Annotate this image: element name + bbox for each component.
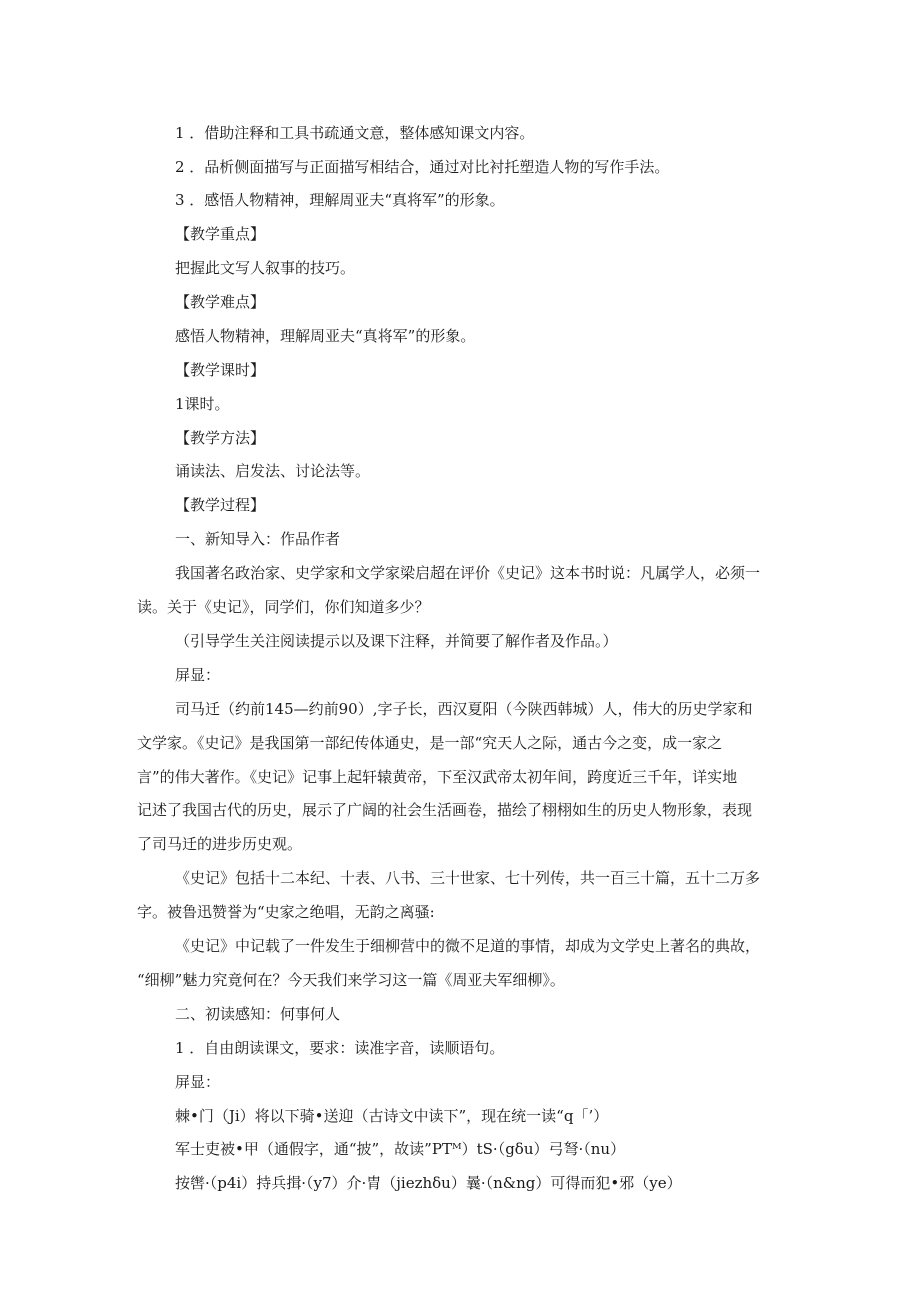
objective-1: 1 ．借助注释和工具书疏通文意，整体感知课文内容。 (175, 124, 535, 142)
shiji-paragraph-line-1: 《史记》包括十二本纪、十表、八书、三十世家、七十列传，共一百三十篇，五十二万多 (175, 869, 761, 887)
author-paragraph-line-3: 言”的伟大著作。《史记》记事上起轩辕黄帝，下至汉武帝太初年间，跨度近三千年，详实地 (137, 768, 738, 786)
author-paragraph-line-1: 司马迁（约前145—约前90）,字子长，西汉夏阳（今陕西韩城）人，伟大的历史学家和 (175, 700, 753, 718)
heading-class-hours: 【教学课时】 (175, 361, 266, 379)
class-hours-text: 1课时。 (175, 395, 230, 413)
screen-display-label-2: 屏显： (175, 1073, 221, 1091)
pronunciation-line-3: 按辔·（p4i）持兵揖·（y7）介·胄（jiezhδu）曩·（n&ng）可得而犯•邪（ye） (175, 1174, 682, 1192)
screen-display-label-1: 屏显： (175, 666, 221, 684)
heading-key-points: 【教学重点】 (175, 225, 266, 243)
intro-paragraph-line-1: 我国著名政治家、史学家和文学家梁启超在评价《史记》这本书时说：凡属学人，必须一 (175, 564, 761, 582)
author-paragraph-line-5: 了司马迁的进步历史观。 (137, 835, 303, 853)
pronunciation-line-2: 军士吏被•甲（通假字，通“披”，故读”PTᴹ）tS·（gδu）弓弩·（nu） (175, 1140, 626, 1158)
shiji-paragraph-line-2: 字。被鲁迅赞誉为“史家之绝唱，无韵之离骚: (137, 903, 435, 921)
heading-methods: 【教学方法】 (175, 429, 266, 447)
key-points-text: 把握此文写人叙事的技巧。 (175, 259, 356, 277)
objective-2: 2 ．品析侧面描写与正面描写相结合，通过对比衬托塑造人物的写作手法。 (175, 158, 670, 176)
intro-paragraph-line-2: 读。关于《史记》，同学们，你们知道多少？ (137, 598, 430, 616)
guide-note: （引导学生关注阅读提示以及课下注释，并简要了解作者及作品。） (175, 632, 618, 650)
xiliu-paragraph-line-2: “细柳”魅力究竟何在？今天我们来学习这一篇《周亚夫军细柳》。 (137, 971, 565, 989)
difficulties-text: 感悟人物精神，理解周亚夫“真将军”的形象。 (175, 327, 476, 345)
author-paragraph-line-2: 文学家。《史记》是我国第一部纪传体通史，是一部“究天人之际，通古今之变，成一家之 (137, 734, 723, 752)
section-1-title: 一、新知导入：作品作者 (175, 530, 341, 548)
xiliu-paragraph-line-1: 《史记》中记载了一件发生于细柳营中的微不足道的事情，却成为文学史上著名的典故， (175, 937, 761, 955)
reading-task-1: 1 ．自由朗读课文，要求：读准字音，读顺语句。 (175, 1039, 505, 1057)
pronunciation-line-1: 棘•门（Ji）将以下骑•送迎（古诗文中读下”，现在统一读“q「’） (175, 1107, 609, 1125)
methods-text: 诵读法、启发法、讨论法等。 (175, 462, 371, 480)
objective-3: 3 ．感悟人物精神，理解周亚夫“真将军”的形象。 (175, 191, 505, 209)
author-paragraph-line-4: 记述了我国古代的历史，展示了广阔的社会生活画卷，描绘了栩栩如生的历史人物形象，表现 (137, 801, 753, 819)
heading-difficulties: 【教学难点】 (175, 293, 266, 311)
heading-process: 【教学过程】 (175, 496, 266, 514)
section-2-title: 二、初读感知：何事何人 (175, 1005, 341, 1023)
